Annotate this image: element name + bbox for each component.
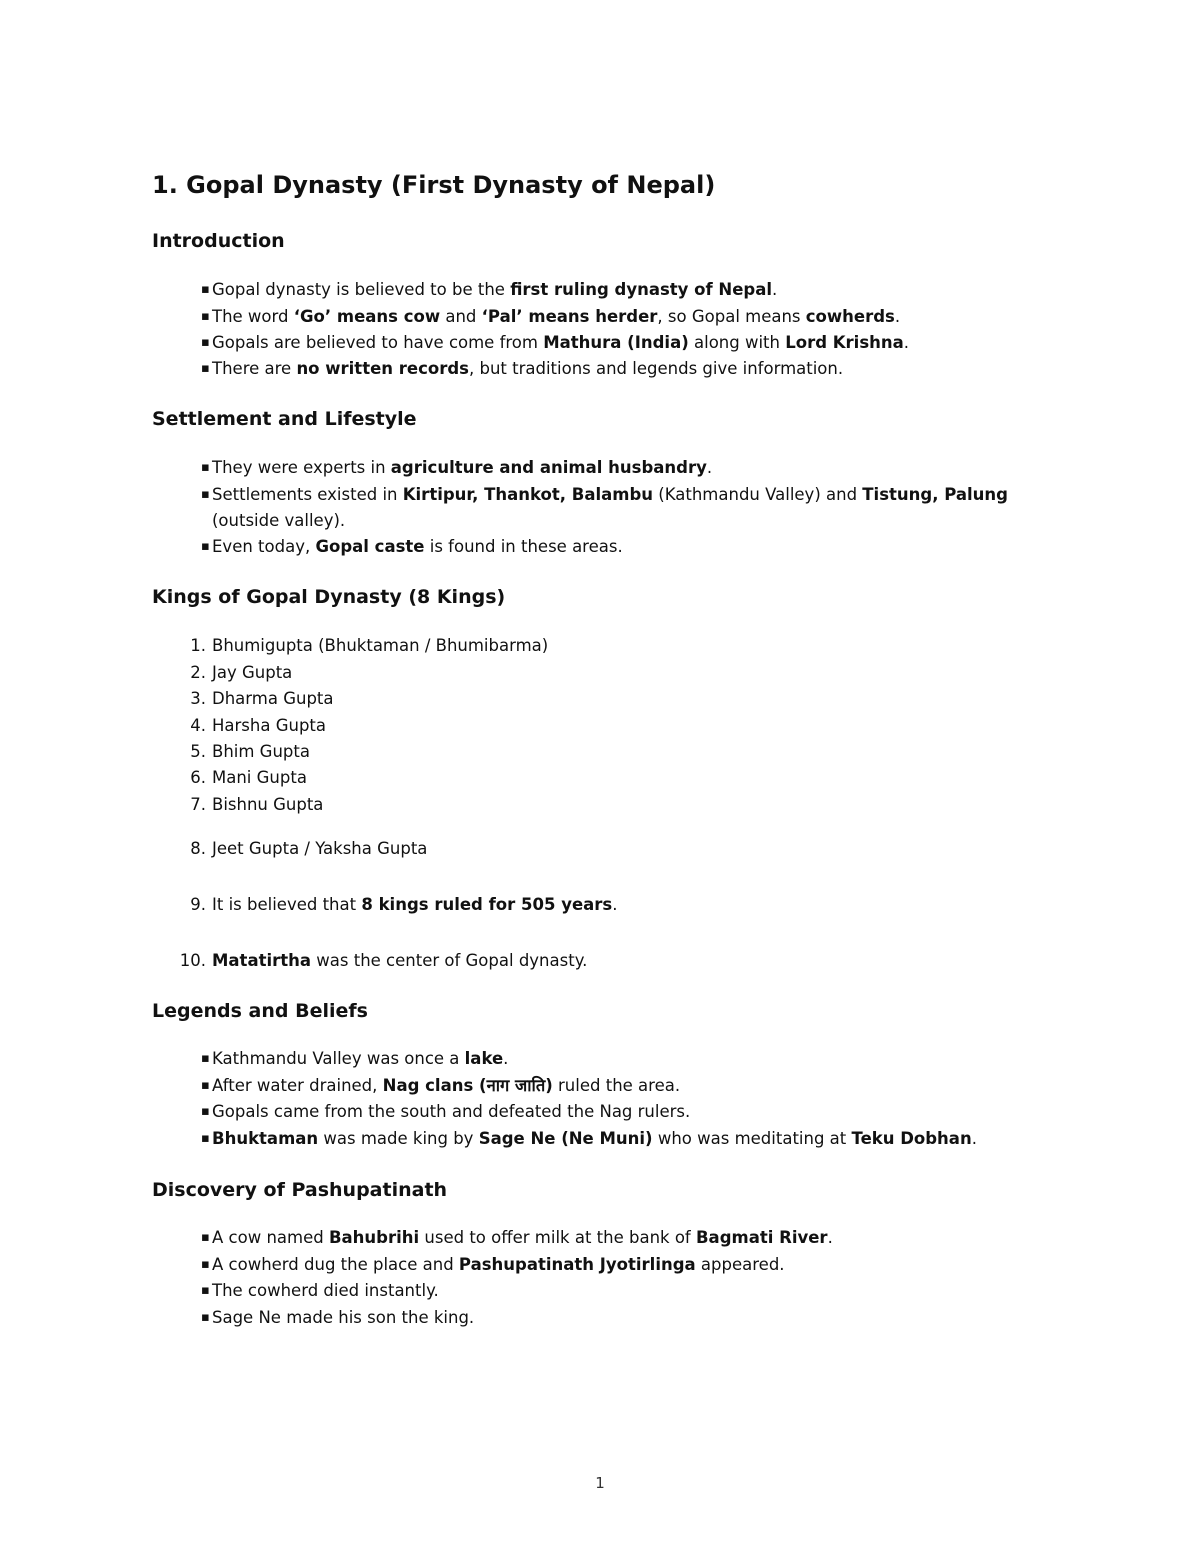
list-number: 10. — [179, 951, 206, 970]
bullet: ▪ — [201, 1104, 210, 1119]
section-heading-introduction: Introduction — [152, 230, 285, 252]
list-item-text: Kathmandu Valley was once a lake. — [212, 1049, 509, 1068]
list-item-text: There are no written records, but traditions and legends give information. — [212, 359, 844, 378]
section-heading-legends: Legends and Beliefs — [152, 1000, 368, 1022]
list-number: 7. — [190, 795, 206, 814]
list-number: 6. — [190, 768, 206, 787]
list-item-continuation: (outside valley). — [212, 511, 346, 530]
list-item-text: After water drained, Nag clans (नाग जाति) ruled the area. — [212, 1076, 681, 1095]
bullet: ▪ — [201, 1230, 210, 1245]
list-item-text: The cowherd died instantly. — [212, 1281, 439, 1300]
bullet: ▪ — [201, 487, 210, 502]
section-heading-settlement: Settlement and Lifestyle — [152, 408, 417, 430]
list-item-text: Gopals are believed to have come from Mathura (India) along with Lord Krishna. — [212, 333, 910, 352]
section-heading-discovery: Discovery of Pashupatinath — [152, 1179, 448, 1201]
page-title: 1. Gopal Dynasty (First Dynasty of Nepal) — [152, 171, 716, 199]
list-item-text: A cow named Bahubrihi used to offer milk at the bank of Bagmati River. — [212, 1228, 833, 1247]
bullet: ▪ — [201, 539, 210, 554]
list-item-text: Gopal dynasty is believed to be the first ruling dynasty of Nepal. — [212, 280, 778, 299]
bullet: ▪ — [201, 1283, 210, 1298]
bullet: ▪ — [201, 1310, 210, 1325]
bullet: ▪ — [201, 1131, 210, 1146]
page-number: 1 — [595, 1474, 605, 1492]
list-item-text: Jay Gupta — [212, 663, 293, 682]
list-item-text: Jeet Gupta / Yaksha Gupta — [212, 839, 428, 858]
bullet: ▪ — [201, 309, 210, 324]
list-item-text: Sage Ne made his son the king. — [212, 1308, 475, 1327]
list-number: 5. — [190, 742, 206, 761]
list-item-text: Dharma Gupta — [212, 689, 334, 708]
list-number: 4. — [190, 716, 206, 735]
bullet: ▪ — [201, 335, 210, 350]
bullet: ▪ — [201, 460, 210, 475]
list-item-text: Gopals came from the south and defeated the Nag rulers. — [212, 1102, 691, 1121]
list-item-text: The word ‘Go’ means cow and ‘Pal’ means herder, so Gopal means cowherds. — [212, 307, 901, 326]
list-item-text: Harsha Gupta — [212, 716, 327, 735]
list-item-text: Settlements existed in Kirtipur, Thankot, Balambu (Kathmandu Valley) and Tistung, Palung — [212, 485, 1008, 504]
list-item-text: Matatirtha was the center of Gopal dynasty. — [212, 951, 588, 970]
list-number: 9. — [190, 895, 206, 914]
list-item-text: Bhuktaman was made king by Sage Ne (Ne Muni) who was meditating at Teku Dobhan. — [212, 1129, 977, 1148]
bullet: ▪ — [201, 1051, 210, 1066]
list-number: 8. — [190, 839, 206, 858]
list-item-text: Bhumigupta (Bhuktaman / Bhumibarma) — [212, 636, 549, 655]
list-item-text: They were experts in agriculture and animal husbandry. — [212, 458, 713, 477]
bullet: ▪ — [201, 361, 210, 376]
list-item-text: Mani Gupta — [212, 768, 307, 787]
list-number: 3. — [190, 689, 206, 708]
list-item-text: Bhim Gupta — [212, 742, 310, 761]
list-item-text: Even today, Gopal caste is found in these areas. — [212, 537, 623, 556]
list-number: 1. — [190, 636, 206, 655]
list-item-text: Bishnu Gupta — [212, 795, 324, 814]
list-item-text: A cowherd dug the place and Pashupatinath Jyotirlinga appeared. — [212, 1255, 785, 1274]
bullet: ▪ — [201, 1078, 210, 1093]
section-heading-kings: Kings of Gopal Dynasty (8 Kings) — [152, 586, 506, 608]
bullet: ▪ — [201, 282, 210, 297]
bullet: ▪ — [201, 1257, 210, 1272]
list-number: 2. — [190, 663, 206, 682]
list-item-text: It is believed that 8 kings ruled for 505 years. — [212, 895, 618, 914]
